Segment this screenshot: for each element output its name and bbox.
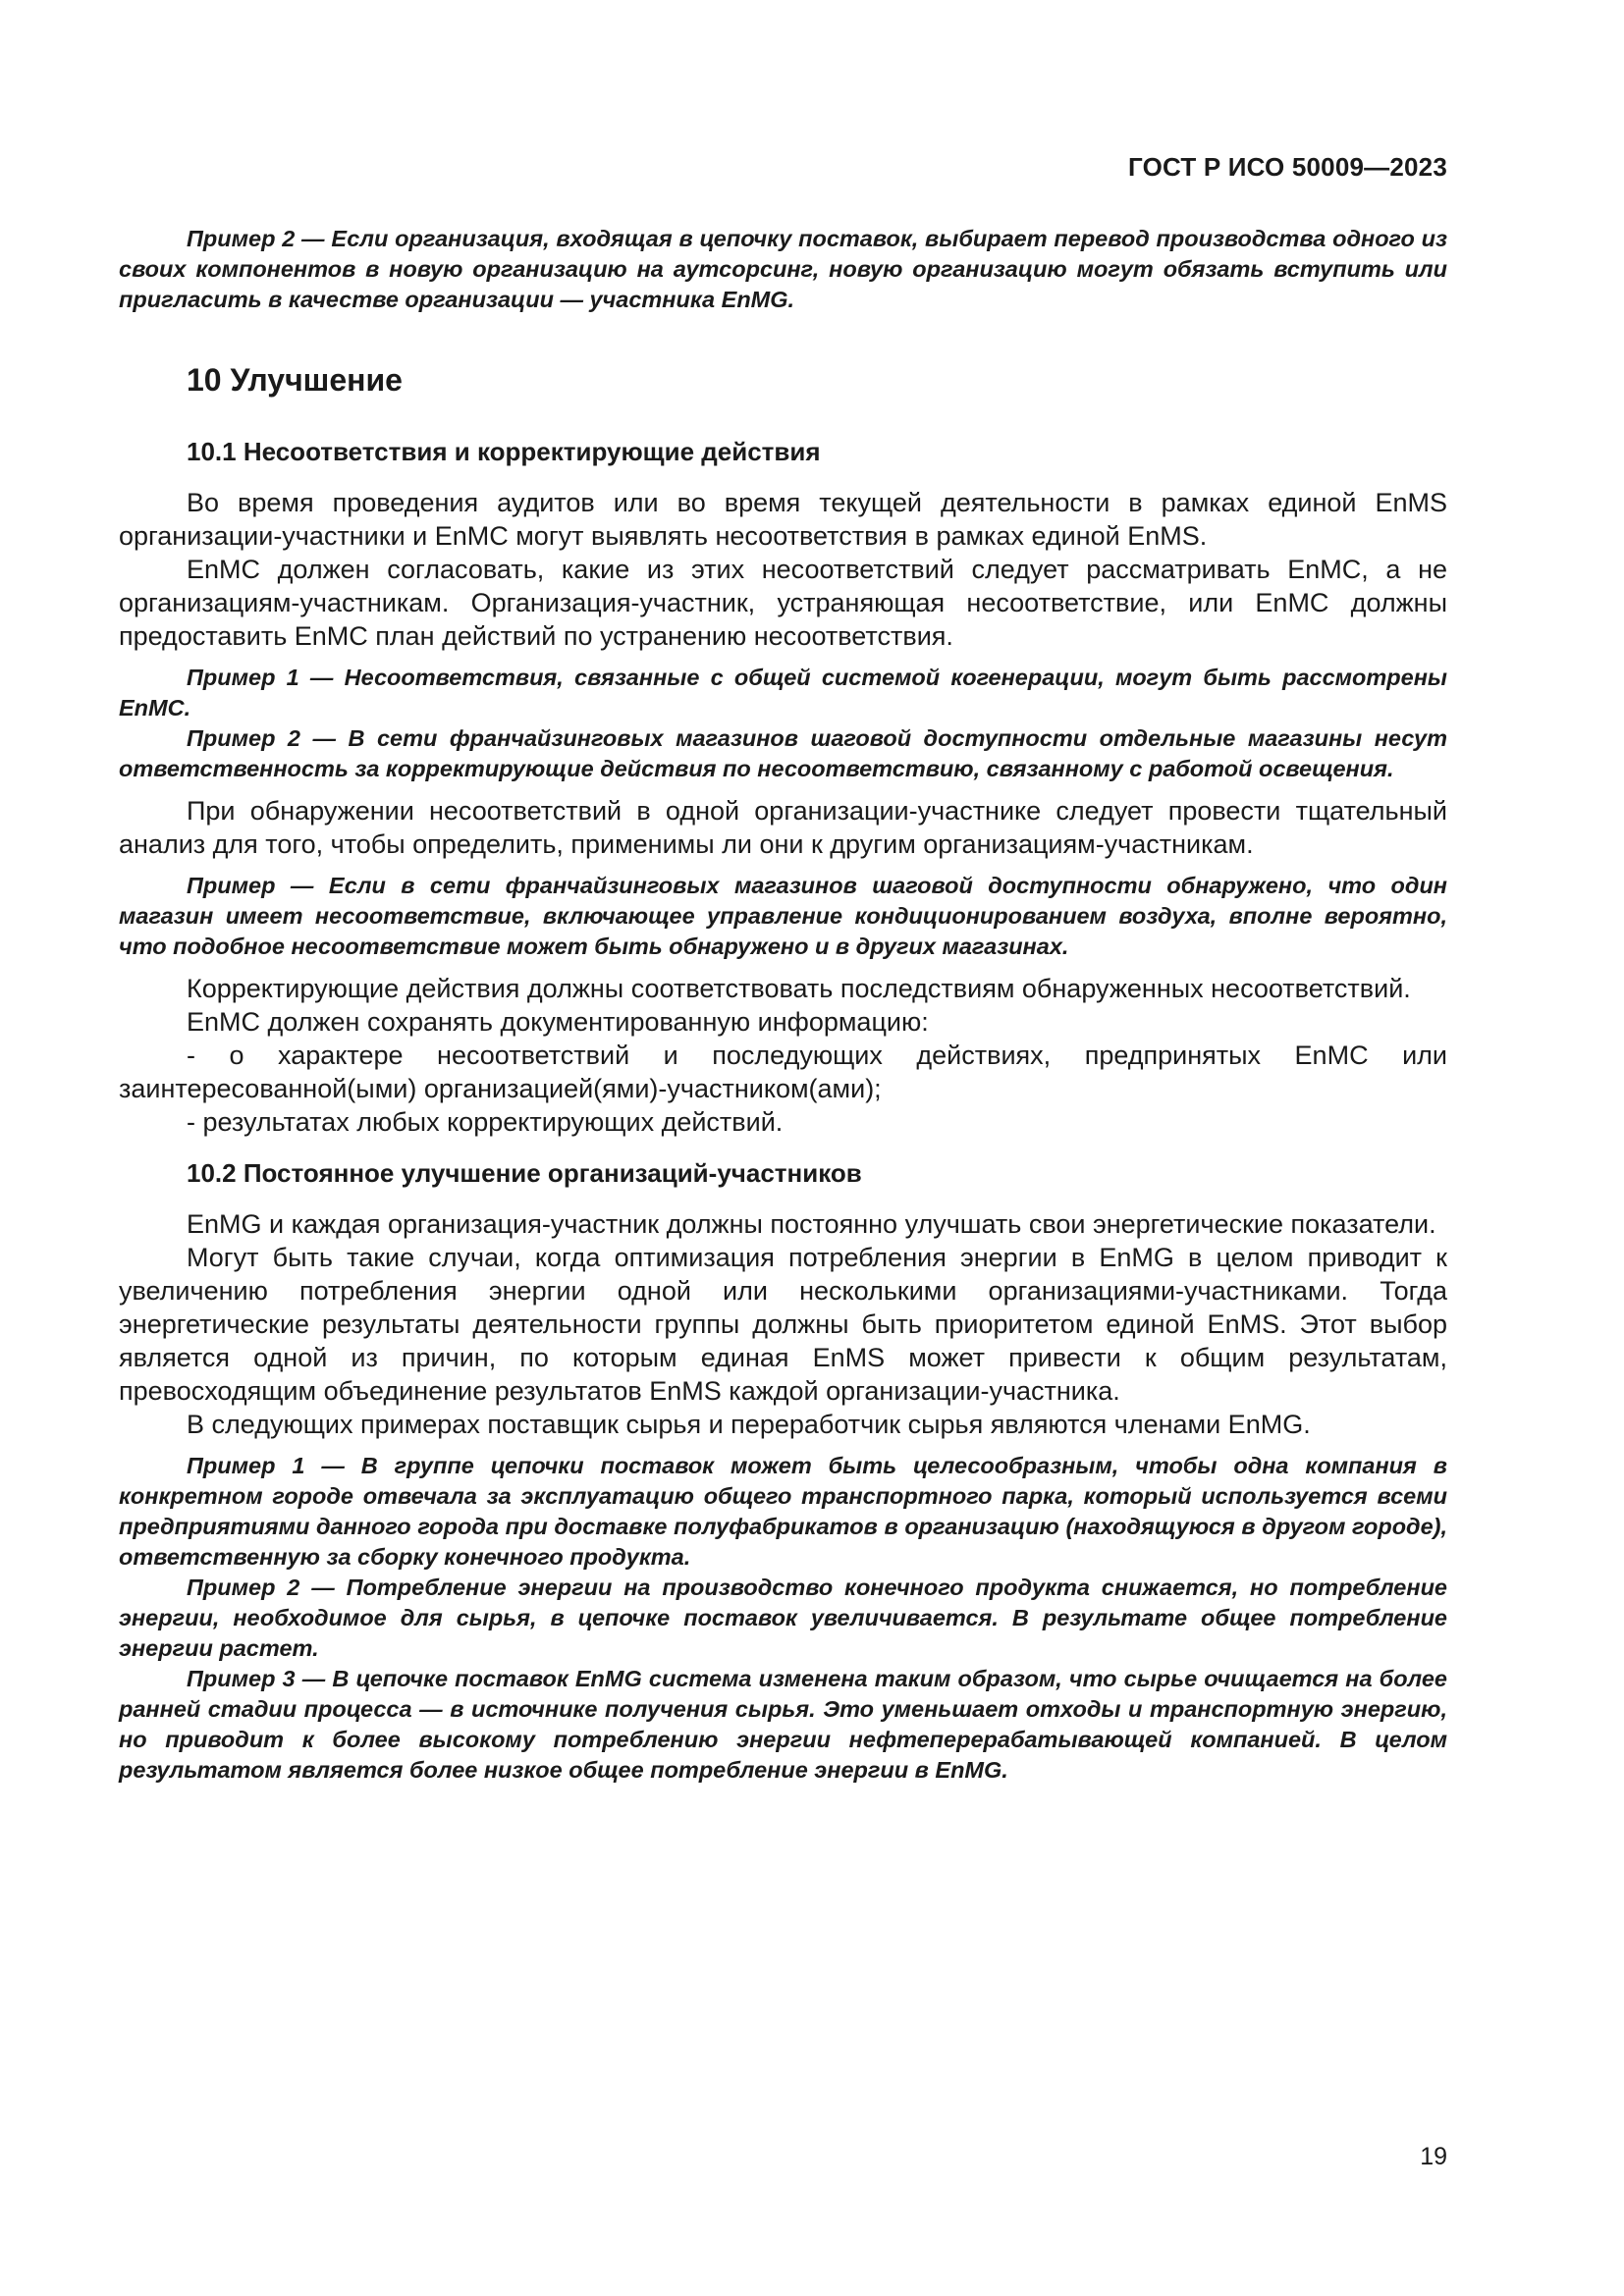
section-10-1-paragraph-5: EnMC должен сохранять документированную информацию:	[187, 1007, 929, 1037]
section-10-1-example-2: Пример 2 — В сети франчайзинговых магазинов шаговой доступности отдельные магазины несут ответственность за корректирующие действия по несоответствию, связанному с работой освещения.	[119, 725, 1447, 781]
top-example-note: Пример 2 — Если организация, входящая в цепочку поставок, выбирает перевод производства одного из своих компонентов в новую организацию на аутсорсинг, новую организацию могут обязать вступить или пригласить в качестве организации — участника EnMG.	[119, 226, 1447, 312]
section-10-title: 10 Улучшение	[187, 362, 403, 398]
section-10-1-paragraph-1: Во время проведения аудитов или во время текущей деятельности в рамках единой EnMS организации-участники и EnMC могут выявлять несоответствия в рамках единой EnMS.	[119, 488, 1447, 551]
section-10-2-example-2: Пример 2 — Потребление энергии на производство конечного продукта снижается, но потребление энергии, необходимое для сырья, в цепочке поставок увеличивается. В результате общее потребление энергии растет.	[119, 1575, 1447, 1661]
section-10-1-example-3: Пример — Если в сети франчайзинговых магазинов шаговой доступности обнаружено, что один магазин имеет несоответствие, включающее управление кондиционированием воздуха, вполне вероятно, что подобное несоответствие может быть обнаружено и в других магазинах.	[119, 873, 1447, 959]
section-10-2-paragraph-3: В следующих примерах поставщик сырья и переработчик сырья являются членами EnMG.	[187, 1410, 1311, 1439]
section-10-2-example-3: Пример 3 — В цепочке поставок EnMG система изменена таким образом, что сырье очищается на более ранней стадии процесса — в источнике получения сырья. Это уменьшает отходы и транспортную энергию, но приводит к более высокому потреблению энергии нефтеперерабатывающей компанией. В целом результатом является более низкое общее потребление энергии в EnMG.	[119, 1666, 1447, 1783]
standard-header: ГОСТ Р ИСО 50009—2023	[1127, 152, 1447, 182]
section-10-2-paragraph-1: EnMG и каждая организация-участник должны постоянно улучшать свои энергетические показатели.	[187, 1209, 1436, 1239]
page-number: 19	[1420, 2143, 1447, 2170]
section-10-1-title: 10.1 Несоответствия и корректирующие действия	[187, 437, 821, 466]
section-10-2-paragraph-2: Могут быть такие случаи, когда оптимизация потребления энергии в EnMG в целом приводит к увеличению потребления энергии одной или несколькими организациями-участниками. Тогда энергетические результаты деятельности группы должны быть приоритетом единой EnMS. Этот выбор является одной из причин, по которым единая EnMS может привести к общим результатам, превосходящим объединение результатов EnMS каждой организации-участника.	[119, 1243, 1447, 1406]
section-10-1-paragraph-3: При обнаружении несоответствий в одной организации-участнике следует провести тщательный анализ для того, чтобы определить, применимы ли они к другим организациям-участникам.	[119, 796, 1447, 859]
section-10-2-title: 10.2 Постоянное улучшение организаций-участников	[187, 1158, 862, 1188]
section-10-1-example-1: Пример 1 — Несоответствия, связанные с общей системой когенерации, могут быть рассмотрены EnMC.	[119, 665, 1447, 721]
section-10-1-list-item-1: - о характере несоответствий и последующих действиях, предпринятых EnMC или заинтересованной(ыми) организацией(ями)-участником(ами);	[119, 1041, 1447, 1103]
page-content	[119, 224, 1447, 1786]
section-10-2-example-1: Пример 1 — В группе цепочки поставок может быть целесообразным, чтобы одна компания в конкретном городе отвечала за эксплуатацию общего транспортного парка, который используется всеми предприятиями данного города при доставке полуфабрикатов в организацию (находящуюся в другом городе), ответственную за сборку конечного продукта.	[119, 1453, 1447, 1570]
section-10-1-paragraph-2: EnMC должен согласовать, какие из этих несоответствий следует рассматривать EnMC, а не организациям-участникам. Организация-участник, устраняющая несоответствие, или EnMC должны предоставить EnMC план действий по устранению несоответствия.	[119, 555, 1447, 651]
section-10-1-paragraph-4: Корректирующие действия должны соответствовать последствиям обнаруженных несоответствий.	[187, 974, 1411, 1003]
section-10-1-list-item-2: - результатах любых корректирующих действий.	[187, 1107, 784, 1137]
